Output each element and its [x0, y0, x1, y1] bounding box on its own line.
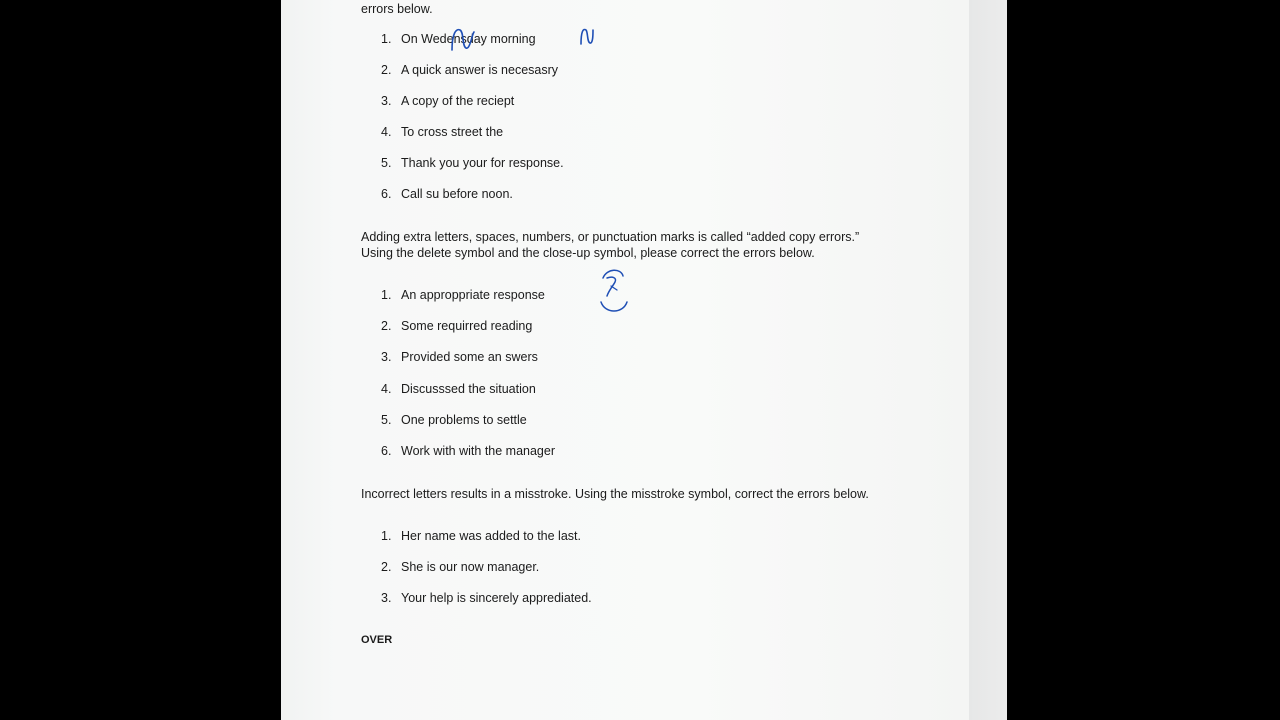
transpose-symbol-icon — [577, 26, 597, 48]
item-number: 2. — [381, 319, 392, 333]
list-item — [381, 94, 514, 109]
item-text: Your help is sincerely apprediated. — [401, 591, 592, 605]
list-item — [381, 156, 564, 171]
list-item — [381, 382, 536, 397]
page-edge — [969, 0, 1007, 720]
item-text: Some requirred reading — [401, 319, 533, 333]
item-number: 5. — [381, 413, 392, 427]
list-item — [381, 288, 545, 303]
item-number: 1. — [381, 32, 392, 46]
item-number: 2. — [381, 560, 392, 574]
item-text: Work with with the manager — [401, 444, 555, 458]
item-text: An approppriate response — [401, 288, 545, 302]
section-intro: Adding extra letters, spaces, numbers, or punctuation marks is called “added copy errors.” Using the delete symbol and the close-up symbol, please correct the errors below. — [361, 230, 860, 260]
item-text: One problems to settle — [401, 413, 527, 427]
list-item — [381, 591, 592, 606]
top-fragment: errors below. — [361, 2, 433, 16]
item-text: To cross street the — [401, 125, 504, 139]
delete-closeup-symbol-icon — [597, 266, 631, 318]
list-item — [381, 444, 555, 459]
list-item — [381, 187, 513, 202]
item-number: 1. — [381, 529, 392, 543]
list-item — [381, 529, 581, 544]
item-number: 6. — [381, 187, 392, 201]
item-text: Provided some an swers — [401, 350, 538, 364]
item-number: 3. — [381, 350, 392, 364]
item-text: Discusssed the situation — [401, 382, 536, 396]
document-page — [281, 0, 969, 720]
item-number: 3. — [381, 94, 392, 108]
list-item — [381, 63, 558, 78]
list-item — [381, 125, 503, 140]
item-text: She is our now manager. — [401, 560, 540, 574]
item-number: 1. — [381, 288, 392, 302]
list-item — [381, 350, 538, 365]
over-footer: OVER — [361, 634, 393, 646]
item-text: On Wedensday morning — [401, 32, 536, 46]
item-text: A quick answer is necesasry — [401, 63, 559, 77]
item-number: 4. — [381, 382, 392, 396]
item-number: 2. — [381, 63, 392, 77]
item-number: 5. — [381, 156, 392, 170]
list-item — [381, 560, 539, 575]
item-number: 3. — [381, 591, 392, 605]
list-item — [381, 32, 536, 47]
item-number: 4. — [381, 125, 392, 139]
item-text: A copy of the reciept — [401, 94, 515, 108]
item-text: Call su before noon. — [401, 187, 513, 201]
list-item — [381, 319, 532, 334]
item-number: 6. — [381, 444, 392, 458]
list-item — [381, 413, 527, 428]
section-intro: Incorrect letters results in a misstroke. Using the misstroke symbol, correct the errors below. — [361, 487, 869, 501]
item-text: Thank you your for response. — [401, 156, 564, 170]
item-text: Her name was added to the last. — [401, 529, 581, 543]
